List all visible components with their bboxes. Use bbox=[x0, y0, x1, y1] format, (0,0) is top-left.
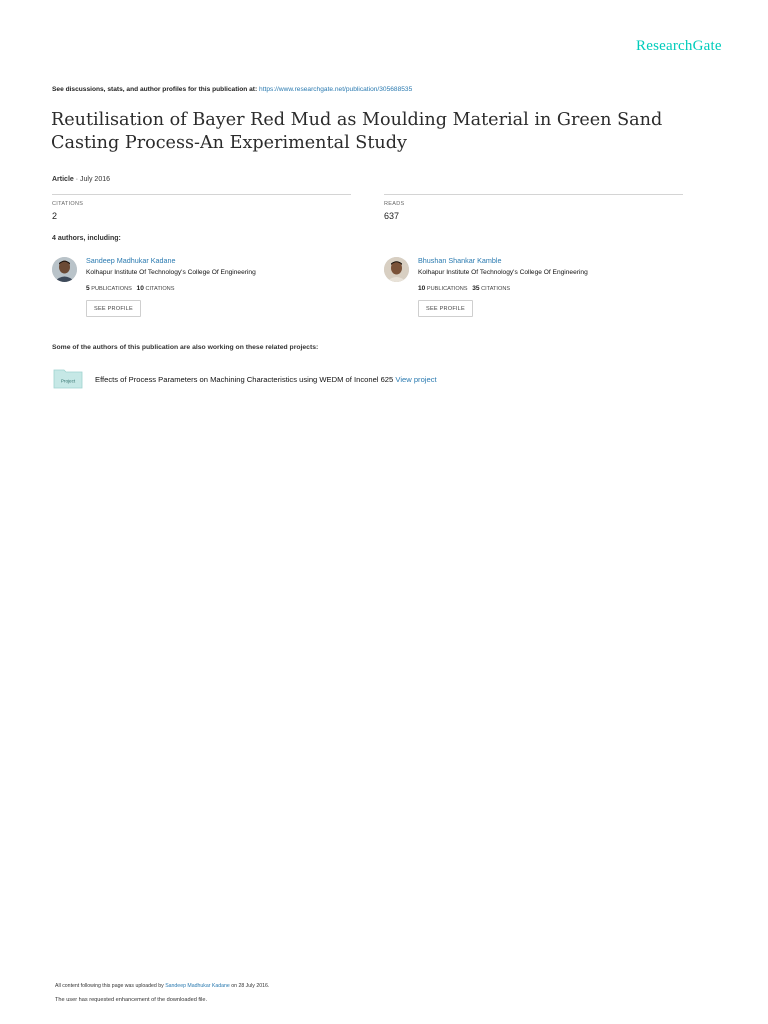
divider-left bbox=[52, 194, 351, 195]
authors-header: 4 authors, including: bbox=[52, 235, 121, 242]
publications-label: PUBLICATIONS bbox=[426, 286, 468, 292]
citations-label: CITATIONS bbox=[481, 286, 511, 292]
citations-label: CITATIONS bbox=[52, 201, 84, 207]
project-line bbox=[95, 375, 437, 384]
publication-title: Reutilisation of Bayer Red Mud as Moulding Material in Green Sand Casting Process-An Experimental Study bbox=[51, 110, 663, 153]
avatar[interactable] bbox=[52, 257, 77, 282]
publications-count: 5 bbox=[86, 285, 90, 292]
researchgate-logo[interactable]: ResearchGate bbox=[636, 38, 722, 54]
project-title: Effects of Process Parameters on Machining Characteristics using WEDM of Inconel 625 bbox=[95, 375, 394, 384]
author-institution: Kolhapur Institute Of Technology's College Of Engineering bbox=[86, 269, 256, 276]
view-project-link[interactable]: View project bbox=[395, 375, 437, 384]
reads-value: 637 bbox=[384, 211, 400, 221]
article-date: July 2016 bbox=[80, 176, 110, 183]
article-meta bbox=[52, 176, 110, 183]
citations-count: 10 bbox=[136, 285, 144, 292]
author-photo-icon bbox=[384, 257, 409, 282]
citations-count: 35 bbox=[472, 285, 480, 292]
see-profile-button[interactable]: SEE PROFILE bbox=[86, 300, 141, 317]
uploader-link[interactable]: Sandeep Madhukar Kadane bbox=[165, 983, 230, 989]
author-institution: Kolhapur Institute Of Technology's College Of Engineering bbox=[418, 269, 588, 276]
discussion-line bbox=[52, 86, 412, 93]
publication-url-link[interactable]: https://www.researchgate.net/publication/305688535 bbox=[259, 86, 413, 93]
upload-note bbox=[55, 983, 269, 989]
publications-label: PUBLICATIONS bbox=[91, 286, 132, 292]
discussion-label: See discussions, stats, and author profiles for this publication at: bbox=[52, 86, 258, 93]
publications-count: 10 bbox=[418, 285, 426, 292]
divider-right bbox=[384, 194, 683, 195]
author-name-link[interactable]: Bhushan Shankar Kamble bbox=[418, 256, 502, 265]
author-photo-icon bbox=[52, 257, 77, 282]
citations-label: CITATIONS bbox=[145, 286, 175, 292]
project-tag: Project bbox=[60, 378, 76, 384]
author-stats bbox=[86, 285, 174, 292]
author-stats bbox=[418, 285, 510, 292]
meta-separator: · bbox=[73, 176, 81, 183]
citations-value: 2 bbox=[52, 211, 58, 221]
enhancement-note: The user has requested enhancement of the downloaded file. bbox=[55, 997, 208, 1003]
project-folder-icon bbox=[53, 369, 83, 389]
avatar[interactable] bbox=[384, 257, 409, 282]
article-type: Article bbox=[52, 176, 74, 183]
upload-prefix: All content following this page was uploaded by bbox=[55, 983, 164, 989]
reads-label: READS bbox=[384, 201, 405, 207]
see-profile-button[interactable]: SEE PROFILE bbox=[418, 300, 473, 317]
author-name-link[interactable]: Sandeep Madhukar Kadane bbox=[86, 256, 176, 265]
related-projects-header: Some of the authors of this publication are also working on these related projects: bbox=[52, 344, 319, 351]
upload-suffix: on 28 July 2016. bbox=[231, 983, 270, 989]
